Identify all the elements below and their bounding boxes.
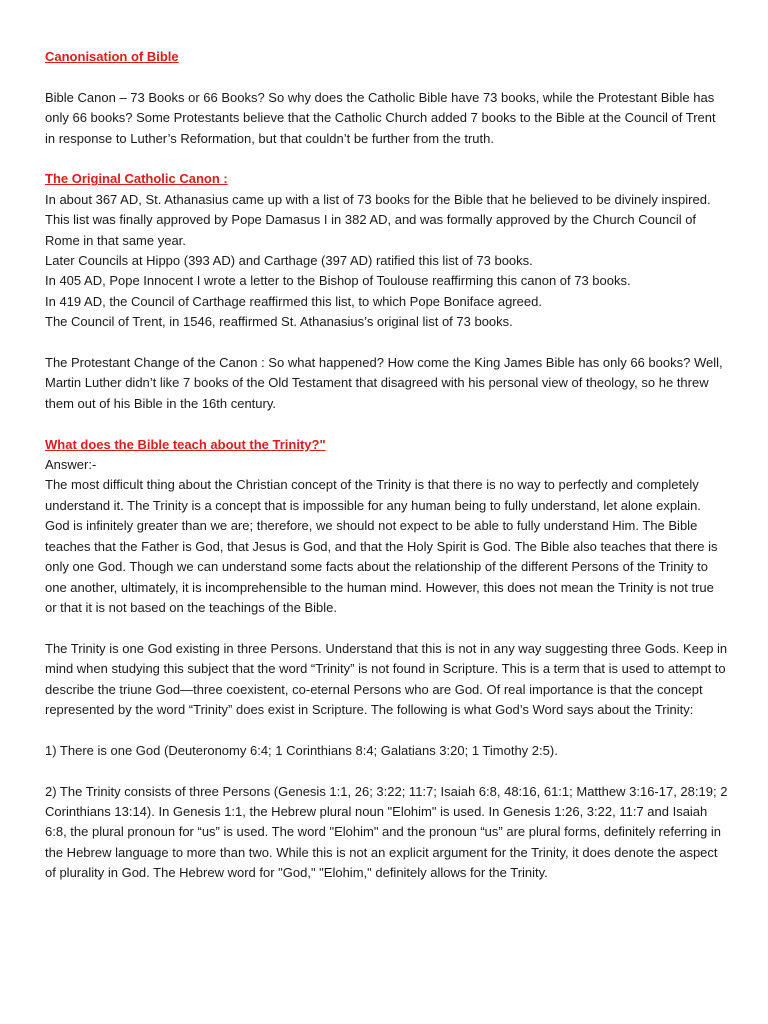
- paragraph-protestant-change: The Protestant Change of the Canon : So what happened? How come the King James Bible has only 66 books? Well, Martin Luther didn’t like 7 books of the Old Testament that disagreed with his personal view of theology, so he threw them out of his Bible in the 16th century.: [45, 355, 723, 411]
- spacer: [45, 414, 728, 434]
- paragraph-athanasius: In about 367 AD, St. Athanasius came up with a list of 73 books for the Bible that he believed to be divinely inspired. This list was finally approved by Pope Damasus I in 382 AD, and was formally approved by the Church Council of Rome in that same year.: [45, 191, 711, 248]
- paragraph-trinity-definition: The Trinity is one God existing in three Persons. Understand that this is not in any way suggesting three Gods. Keep in mind when studying this subject that the word “Trinity” is not found in Scripture. This is a term that is used to attempt to describe the triune God—three coexistent, co-eternal Persons who are God. Of real importance is that the concept represented by the word “Trinity” does exist in Scripture. The following is what God’s Word says about the Trinity:: [45, 640, 728, 717]
- answer-label: Answer:-: [45, 457, 97, 473]
- heading-original-canon: The Original Catholic Canon :: [45, 171, 228, 187]
- line-council-carthage: In 419 AD, the Council of Carthage reaffirmed this list, to which Pope Boniface agreed.: [45, 293, 542, 309]
- line-councils-hippo: Later Councils at Hippo (393 AD) and Carthage (397 AD) ratified this list of 73 books.: [45, 253, 533, 269]
- point-one-god: 1) There is one God (Deuteronomy 6:4; 1 Corinthians 8:4; Galatians 3:20; 1 Timothy 2:5).: [45, 742, 558, 758]
- heading-canonisation: Canonisation of Bible: [45, 49, 179, 64]
- spacer: [45, 149, 728, 169]
- spacer: [45, 333, 728, 353]
- heading-trinity-question: What does the Bible teach about the Trinity?": [45, 436, 326, 452]
- paragraph-trinity-difficulty: The most difficult thing about the Christian concept of the Trinity is that there is no way to perfectly and completely understand it. The Trinity is a concept that is impossible for any human being to fully understand, let alone explain. God is infinitely greater than we are; therefore, we should not expect to be able to fully understand Him. The Bible teaches that the Father is God, that Jesus is God, and that the Holy Spirit is God. The Bible also teaches that there is only one God. Though we can understand some facts about the relationship of the different Persons of the Trinity to one another, ultimately, it is incomprehensible to the human mind. However, this does not mean the Trinity is not true or that it is not based on the teachings of the Bible.: [45, 477, 718, 615]
- spacer: [45, 720, 728, 740]
- spacer: [45, 618, 728, 638]
- point-three-persons: 2) The Trinity consists of three Persons (Genesis 1:1, 26; 3:22; 11:7; Isaiah 6:8, 48:16, 61:1; Matthew 3:16-17, 28:19; 2 Corinthians 13:14). In Genesis 1:1, the Hebrew plural noun "Elohim" is used. In Genesis 1:26, 3:22, 11:7 and Isaiah 6:8, the plural pronoun for “us” is used. The word "Elohim" and the pronoun “us” are plural forms, definitely referring in the Hebrew language to more than two. While this is not an explicit argument for the Trinity, it does denote the aspect of plurality in God. The Hebrew word for "God," "Elohim," definitely allows for the Trinity.: [45, 783, 728, 881]
- line-pope-innocent: In 405 AD, Pope Innocent I wrote a letter to the Bishop of Toulouse reaffirming this canon of 73 books.: [45, 273, 631, 289]
- line-council-trent: The Council of Trent, in 1546, reaffirmed St. Athanasius’s original list of 73 books.: [45, 314, 513, 330]
- paragraph-bible-canon: Bible Canon – 73 Books or 66 Books? So why does the Catholic Bible have 73 books, while the Protestant Bible has only 66 books? Some Protestants believe that the Catholic Church added 7 books to the Bible at the Council of Trent in response to Luther’s Reformation, but that couldn’t be further from the truth.: [45, 89, 716, 146]
- spacer: [45, 761, 728, 781]
